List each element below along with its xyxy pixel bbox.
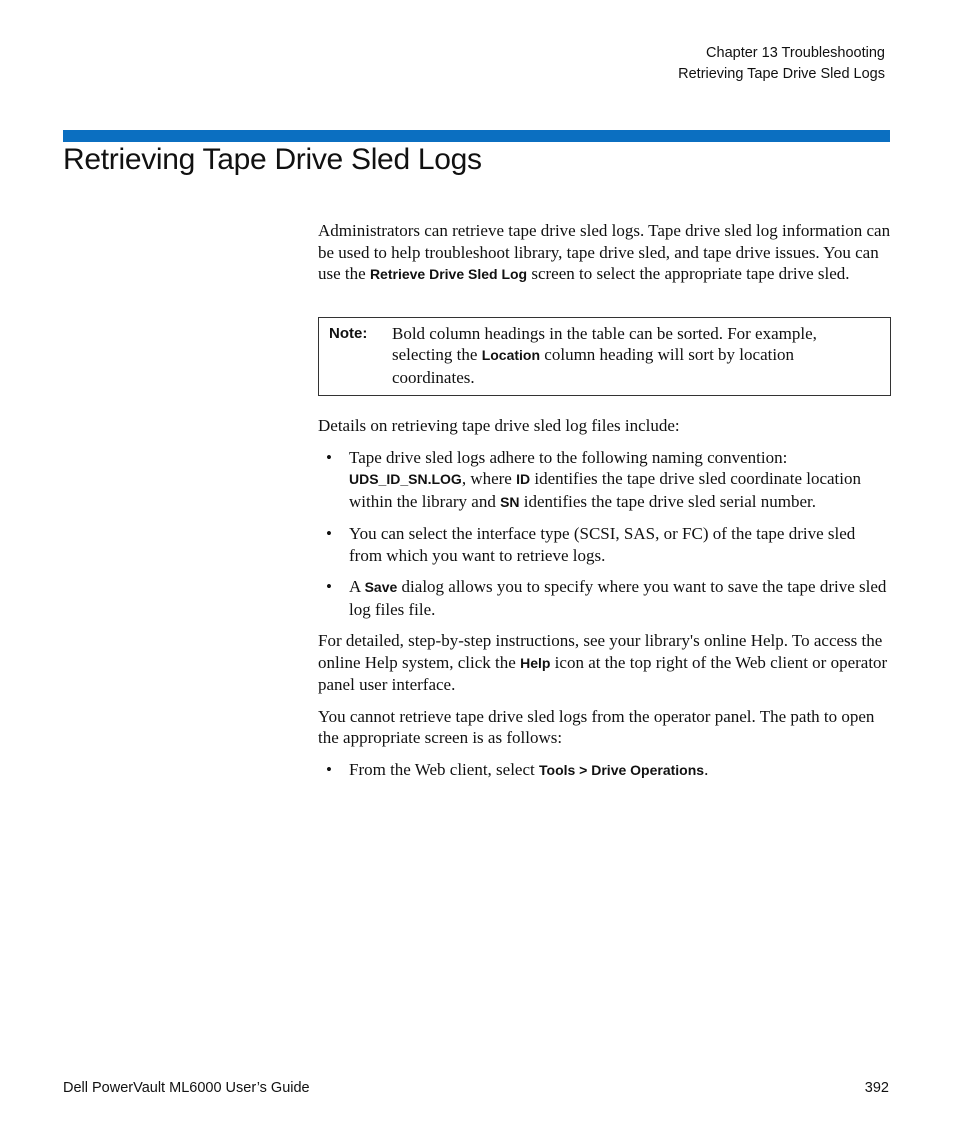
note-location-term: Location	[481, 347, 541, 363]
bullet-3-save: Save	[364, 579, 398, 595]
bullet-1-text-1: Tape drive sled logs adhere to the following naming convention:	[349, 447, 788, 467]
bullet-1-id: ID	[516, 471, 531, 487]
help-term: Help	[520, 654, 551, 671]
bullet-dot: •	[326, 447, 332, 467]
bullet-1-sn: SN	[500, 493, 520, 510]
bullet-dot: •	[326, 759, 332, 779]
list-item	[318, 523, 891, 566]
bullet-3-text-1: A	[349, 577, 365, 596]
bullet-1-text-2: , where	[461, 469, 517, 488]
list-item	[318, 576, 891, 620]
note-text-1: Bold column headings in the table can be sorted. For example, selecting the	[392, 323, 817, 364]
intro-text-1: Administrators can retrieve tape drive sled logs. Tape drive sled log information can be used to help troubleshoot library, tape drive sled, and tape drive issues. You can use the	[318, 221, 891, 283]
help-text-1: For detailed, step-by-step instructions, see your library's online Help. To access the online Help system, click the	[318, 631, 883, 672]
bullet-3-text-2: dialog allows you to specify where you want to save the tape drive sled log files file.	[349, 577, 887, 619]
path-text-1: From the Web client, select	[349, 759, 539, 779]
footer-page-number: 392	[864, 1080, 889, 1096]
bullet-dot: •	[326, 577, 332, 596]
path-text-2: .	[704, 759, 709, 779]
list-item	[318, 759, 891, 782]
bullet-1-text-4: identifies the tape drive sled serial number.	[519, 491, 816, 511]
note-box	[318, 317, 891, 397]
bullet-1-text-3: identifies the tape drive sled coordinate location within the library and	[349, 469, 862, 511]
bullet-dot: •	[326, 524, 332, 543]
details-paragraph: Details on retrieving tape drive sled log files include:	[318, 416, 680, 435]
running-header	[678, 43, 885, 85]
header-chapter: Chapter 13 Troubleshooting	[706, 45, 885, 61]
details-list	[318, 447, 891, 621]
note-text-2: column heading will sort by location coordinates.	[392, 345, 795, 387]
body-content	[318, 220, 891, 791]
list-item	[318, 447, 891, 514]
path-list	[318, 759, 891, 782]
intro-text-2: screen to select the appropriate tape drive sled.	[527, 264, 850, 283]
path-menu: Tools > Drive Operations	[539, 761, 705, 778]
help-text-2: icon at the top right of the Web client or operator panel user interface.	[318, 652, 888, 694]
bullet-2-text: You can select the interface type (SCSI, SAS, or FC) of the tape drive sled from which you want to retrieve logs.	[349, 524, 856, 565]
operator-panel-paragraph: You cannot retrieve tape drive sled logs from the operator panel. The path to open the appropriate screen is as follows:	[318, 706, 875, 747]
footer-guide-title: Dell PowerVault ML6000 User’s Guide	[63, 1080, 310, 1096]
page-title: Retrieving Tape Drive Sled Logs	[63, 143, 482, 176]
intro-screen-name: Retrieve Drive Sled Log	[369, 266, 528, 282]
note-label: Note:	[329, 324, 368, 342]
help-paragraph	[318, 630, 891, 696]
note-text	[392, 323, 878, 389]
bullet-1-filename: UDS_ID_SN.LOG	[349, 471, 462, 487]
intro-paragraph	[318, 220, 891, 286]
header-section: Retrieving Tape Drive Sled Logs	[678, 66, 885, 82]
